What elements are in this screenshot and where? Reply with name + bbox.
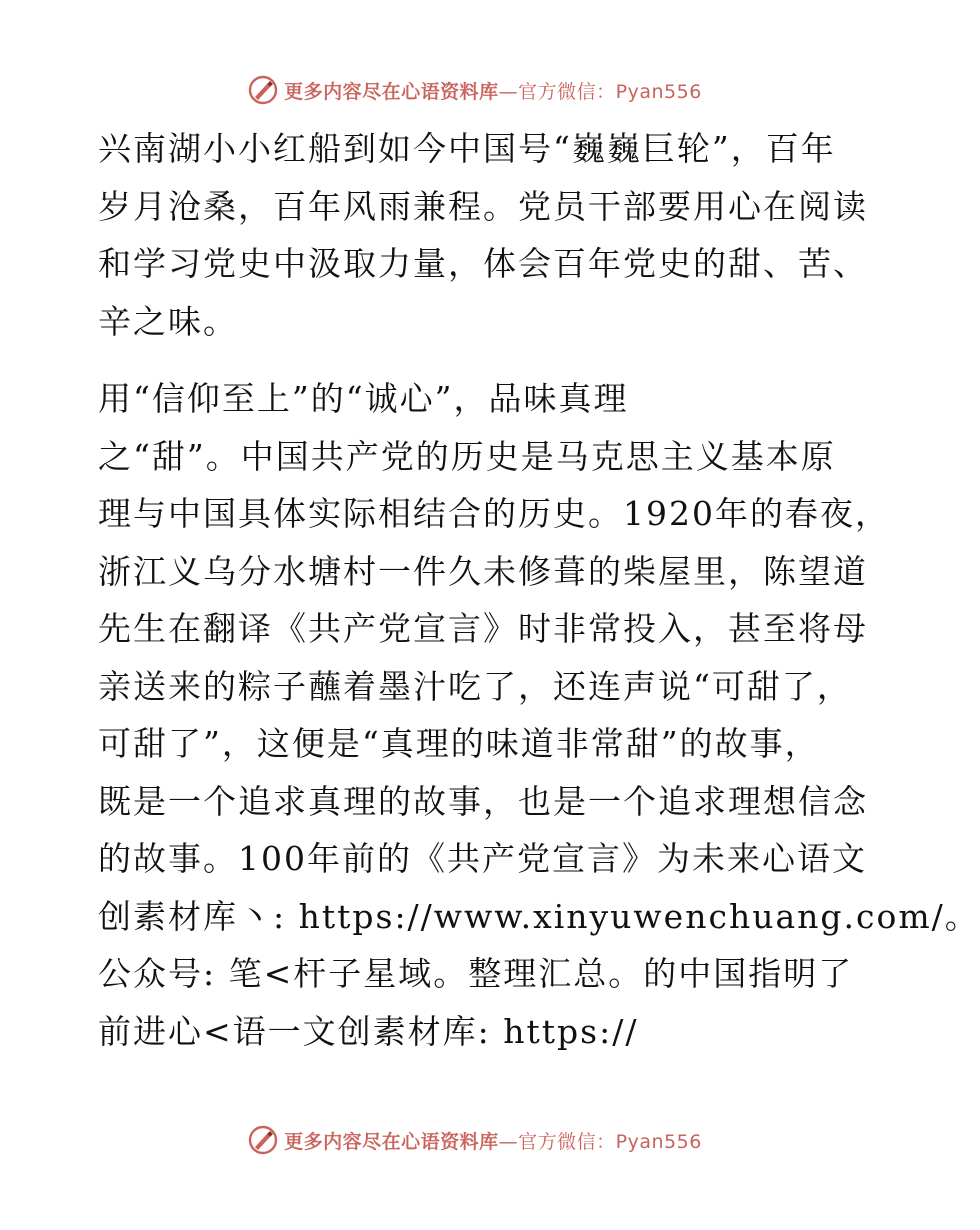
pen-logo-icon: [248, 1125, 278, 1155]
text-line: 和学习党史中汲取力量，体会百年党史的甜、苦、: [98, 244, 868, 283]
header-banner: [0, 70, 950, 110]
footer-brand: 更多内容尽在心语资料库: [284, 1130, 499, 1153]
text-line: 理与中国具体实际相结合的历史。1920年的春夜，: [98, 494, 890, 533]
text-line: 浙江义乌分水塘村一件久未修葺的柴屋里，陈望道: [98, 551, 868, 591]
paragraph-1: [98, 120, 868, 350]
text-line: 亲送来的粽子蘸着墨汁吃了，还连声说“可甜了，: [98, 666, 852, 706]
text-line: 用“信仰至上”的“诚心”，品味真理: [98, 379, 629, 418]
document-body: [98, 120, 980, 1060]
header-separator: —: [498, 80, 519, 103]
text-line: 的故事。100年前的《共产党宣言》为未来心语文: [98, 839, 867, 878]
text-line: 既是一个追求真理的故事，也是一个追求理想信念: [98, 781, 868, 821]
text-line: 公众号: 笔<杆子星域。整理汇总。的中国指明了: [98, 954, 854, 993]
footer-banner: [0, 1120, 950, 1160]
text-line: 岁月沧桑，百年风雨兼程。党员干部要用心在阅读: [98, 186, 868, 226]
paragraph-2: [98, 370, 980, 1060]
text-line: 可甜了”，这便是“真理的味道非常甜”的故事，: [98, 724, 820, 763]
header-banner-text: [284, 77, 702, 104]
header-brand: 更多内容尽在心语资料库: [284, 80, 499, 103]
text-line: 之“甜”。中国共产党的历史是马克思主义基本原: [98, 436, 836, 476]
pen-logo-icon: [248, 75, 278, 105]
paragraph-gap: [98, 350, 858, 370]
text-line: 先生在翻译《共产党宣言》时非常投入，甚至将母: [98, 609, 868, 648]
footer-separator: —: [498, 1130, 519, 1153]
footer-suffix: 官方微信：Pyan556: [518, 1130, 702, 1153]
text-line: 创素材库丶: https://www.xinyuwenchuang.com/。: [98, 896, 980, 936]
header-suffix: 官方微信：Pyan556: [518, 80, 702, 103]
text-line: 辛之味。: [98, 301, 238, 341]
text-line: 前进心<语一文创素材库: https://: [98, 1011, 639, 1051]
footer-banner-text: [284, 1127, 702, 1154]
text-line: 兴南湖小小红船到如今中国号“巍巍巨轮”，百年: [98, 129, 836, 168]
